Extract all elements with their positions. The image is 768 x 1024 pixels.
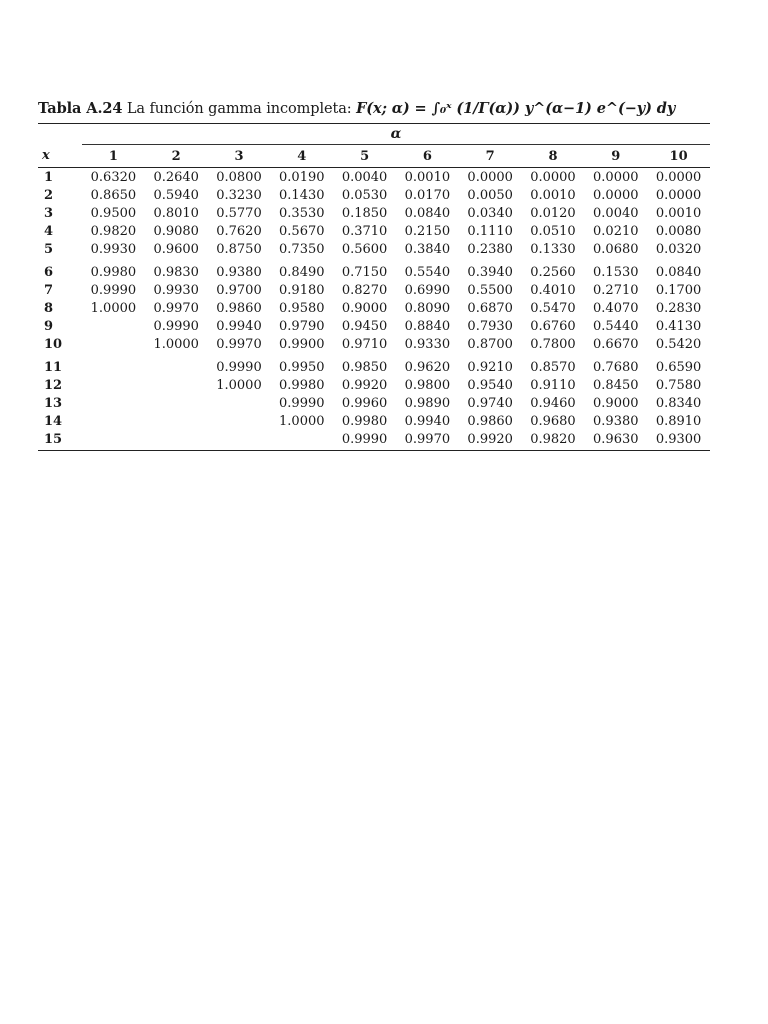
table-row (38, 317, 710, 335)
table-cell: 0.5500 (467, 282, 513, 298)
alpha-column-header: 2 (145, 145, 208, 168)
table-row (38, 281, 710, 299)
table-cell: 0.3530 (279, 205, 325, 221)
x-value-cell: 12 (44, 377, 63, 393)
table-cell: 0.9680 (530, 413, 576, 429)
table-cell: 0.2830 (655, 300, 702, 316)
table-cell: 0.0000 (467, 169, 513, 185)
table-cell: 0.5940 (153, 187, 199, 203)
gamma-table-block (38, 98, 710, 451)
table-cell: 0.5770 (216, 205, 262, 221)
table-cell: 0.9930 (153, 282, 199, 298)
table-cell: 0.3840 (404, 241, 451, 257)
table-cell: 0.9540 (467, 377, 513, 393)
table-cell: 0.0840 (655, 264, 702, 280)
table-cell: 0.8700 (467, 336, 513, 352)
table-cell: 0.0210 (593, 223, 639, 239)
table-cell: 0.9300 (647, 430, 710, 451)
table-cell: 0.8840 (404, 318, 451, 334)
table-row (38, 168, 710, 187)
table-cell: 1.0000 (153, 336, 199, 352)
x-value-cell: 7 (44, 282, 54, 298)
table-cell: 0.3940 (467, 264, 513, 280)
table-row (38, 412, 710, 430)
alpha-column-header: 9 (584, 145, 647, 168)
table-cell: 0.0340 (467, 205, 513, 221)
table-cell: 0.8090 (404, 300, 451, 316)
table-cell: 0.9630 (584, 430, 647, 451)
table-cell: 0.9600 (153, 241, 199, 257)
table-cell: 0.9380 (216, 264, 262, 280)
alpha-column-header: 7 (459, 145, 522, 168)
table-cell: 0.9000 (341, 300, 388, 316)
table-cell: 0.6670 (593, 336, 639, 352)
table-cell: 0.9700 (216, 282, 262, 298)
table-cell (82, 353, 145, 376)
table-cell: 0.0050 (467, 187, 513, 203)
table-caption (38, 98, 710, 120)
table-cell (82, 394, 145, 412)
table-cell: 0.9990 (333, 430, 396, 451)
table-cell: 0.4010 (530, 282, 576, 298)
alpha-header: α (82, 124, 710, 145)
table-body (38, 168, 710, 451)
table-cell: 0.0800 (216, 169, 262, 185)
table-cell: 0.2560 (530, 264, 576, 280)
table-cell: 0.7930 (467, 318, 513, 334)
table-cell (208, 394, 271, 412)
x-value-cell: 1 (44, 169, 54, 185)
x-column-header: x (38, 145, 82, 168)
table-row (38, 204, 710, 222)
table-cell: 0.0190 (279, 169, 325, 185)
column-header-row (38, 145, 710, 168)
table-cell: 0.0080 (655, 223, 702, 239)
table-cell: 1.0000 (90, 300, 137, 316)
x-value-cell: 13 (44, 395, 63, 411)
table-cell: 0.0040 (341, 169, 388, 185)
table-cell: 0.9960 (341, 395, 388, 411)
table-cell: 0.0010 (530, 187, 576, 203)
table-cell: 0.8490 (279, 264, 325, 280)
table-cell (82, 376, 145, 394)
table-cell: 0.9990 (216, 359, 262, 375)
table-cell: 0.2150 (404, 223, 451, 239)
table-cell: 0.5670 (279, 223, 325, 239)
table-cell: 0.9970 (396, 430, 459, 451)
table-cell: 1.0000 (216, 377, 262, 393)
table-cell: 0.9210 (467, 359, 513, 375)
table-cell: 0.1700 (655, 282, 702, 298)
table-cell: 0.9970 (153, 300, 199, 316)
x-value-cell: 6 (44, 264, 54, 280)
table-cell: 0.9080 (153, 223, 199, 239)
table-cell: 0.7620 (216, 223, 262, 239)
table-cell: 0.9820 (90, 223, 137, 239)
alpha-header-row (38, 124, 710, 145)
table-cell: 0.9990 (90, 282, 137, 298)
table-cell: 0.5600 (341, 241, 388, 257)
table-cell (145, 394, 208, 412)
alpha-column-header: 10 (647, 145, 710, 168)
table-cell: 0.9990 (279, 395, 325, 411)
table-cell: 0.9850 (341, 359, 388, 375)
table-cell: 0.9450 (341, 318, 388, 334)
table-cell: 0.9500 (90, 205, 137, 221)
table-cell: 0.9920 (459, 430, 522, 451)
table-cell (208, 412, 271, 430)
table-row (38, 240, 710, 258)
table-cell: 0.9900 (279, 336, 325, 352)
table-cell: 0.8450 (593, 377, 639, 393)
table-cell: 0.8270 (341, 282, 388, 298)
table-cell: 0.6320 (90, 169, 137, 185)
table-row (38, 353, 710, 376)
table-cell (145, 412, 208, 430)
table-cell: 0.0680 (593, 241, 639, 257)
table-cell: 0.8010 (153, 205, 199, 221)
table-row (38, 186, 710, 204)
table-row (38, 394, 710, 412)
table-cell: 0.8750 (216, 241, 262, 257)
table-cell: 0.3230 (216, 187, 262, 203)
table-cell: 0.1330 (530, 241, 576, 257)
table-cell: 0.3710 (341, 223, 388, 239)
table-cell: 0.9890 (404, 395, 451, 411)
table-cell: 0.8650 (90, 187, 137, 203)
table-cell: 0.0040 (593, 205, 639, 221)
x-value-cell: 10 (44, 336, 63, 352)
x-value-cell: 11 (44, 359, 63, 375)
table-cell: 0.9820 (522, 430, 585, 451)
x-value-cell: 4 (44, 223, 54, 239)
table-cell: 0.0510 (530, 223, 576, 239)
table-cell: 1.0000 (279, 413, 325, 429)
table-cell: 0.9980 (90, 264, 137, 280)
caption-formula: F(x; α) = ∫₀ˣ (1/Γ(α)) y^(α−1) e^(−y) dy (356, 100, 676, 117)
table-cell (82, 430, 145, 451)
gamma-table (38, 123, 710, 451)
table-cell: 0.1430 (279, 187, 325, 203)
table-cell: 0.9940 (216, 318, 262, 334)
x-value-cell: 15 (38, 430, 82, 451)
table-cell: 0.7580 (655, 377, 702, 393)
x-value-cell: 5 (44, 241, 54, 257)
table-cell (82, 317, 145, 335)
table-row (38, 430, 710, 451)
table-cell (145, 353, 208, 376)
x-value-cell: 3 (44, 205, 54, 221)
table-cell: 0.0000 (655, 187, 702, 203)
table-cell: 0.9710 (341, 336, 388, 352)
table-cell: 0.9800 (404, 377, 451, 393)
caption-text: La función gamma incompleta: (126, 101, 352, 117)
table-cell: 0.4070 (593, 300, 639, 316)
alpha-column-header: 6 (396, 145, 459, 168)
table-cell: 0.2710 (593, 282, 639, 298)
table-cell: 0.9980 (279, 377, 325, 393)
table-cell: 0.5440 (593, 318, 639, 334)
x-value-cell: 2 (44, 187, 54, 203)
table-cell: 0.2380 (467, 241, 513, 257)
table-cell: 0.9980 (341, 413, 388, 429)
table-row (38, 299, 710, 317)
table-cell: 0.9790 (279, 318, 325, 334)
x-value-cell: 9 (44, 318, 54, 334)
table-cell: 0.9380 (593, 413, 639, 429)
table-cell: 0.0000 (530, 169, 576, 185)
x-value-cell: 8 (44, 300, 54, 316)
table-cell: 0.5470 (530, 300, 576, 316)
table-cell: 0.1110 (467, 223, 513, 239)
table-cell: 0.5540 (404, 264, 451, 280)
table-cell: 0.0000 (593, 187, 639, 203)
table-cell (82, 412, 145, 430)
table-row (38, 222, 710, 240)
caption-label: Tabla A.24 (38, 100, 123, 117)
table-cell: 0.1530 (593, 264, 639, 280)
table-cell: 0.0530 (341, 187, 388, 203)
table-cell: 0.4130 (655, 318, 702, 334)
table-cell: 0.9970 (216, 336, 262, 352)
table-cell: 0.6990 (404, 282, 451, 298)
table-cell: 0.9620 (404, 359, 451, 375)
alpha-column-header: 3 (208, 145, 271, 168)
table-cell: 0.6760 (530, 318, 576, 334)
table-cell: 0.0010 (655, 205, 702, 221)
table-cell: 0.9830 (153, 264, 199, 280)
table-cell (145, 430, 208, 451)
table-cell: 0.9330 (404, 336, 451, 352)
table-cell: 0.5420 (655, 336, 702, 352)
table-cell: 0.9990 (153, 318, 199, 334)
table-cell: 0.9460 (530, 395, 576, 411)
table-cell: 0.0000 (655, 169, 702, 185)
table-cell: 0.9580 (279, 300, 325, 316)
table-cell (208, 430, 271, 451)
table-cell: 0.9940 (404, 413, 451, 429)
table-cell: 0.0840 (404, 205, 451, 221)
table-cell: 0.9920 (341, 377, 388, 393)
table-cell: 0.9860 (216, 300, 262, 316)
table-cell: 0.7150 (341, 264, 388, 280)
table-cell: 0.0320 (655, 241, 702, 257)
table-cell: 0.7800 (530, 336, 576, 352)
table-cell: 0.7680 (593, 359, 639, 375)
alpha-column-header: 4 (270, 145, 333, 168)
table-cell: 0.9180 (279, 282, 325, 298)
alpha-column-header: 5 (333, 145, 396, 168)
alpha-column-header: 8 (522, 145, 585, 168)
table-cell: 0.2640 (153, 169, 199, 185)
table-cell: 0.9930 (90, 241, 137, 257)
table-cell (82, 335, 145, 353)
table-cell: 0.7350 (279, 241, 325, 257)
table-cell: 0.0000 (593, 169, 639, 185)
table-cell: 0.9000 (593, 395, 639, 411)
table-row (38, 376, 710, 394)
table-cell: 0.8340 (655, 395, 702, 411)
table-cell: 0.0120 (530, 205, 576, 221)
table-row (38, 258, 710, 281)
table-cell: 0.0010 (404, 169, 451, 185)
table-cell: 0.6870 (467, 300, 513, 316)
table-cell: 0.6590 (655, 359, 702, 375)
table-cell: 0.9860 (467, 413, 513, 429)
table-row (38, 335, 710, 353)
table-cell: 0.0170 (404, 187, 451, 203)
table-cell: 0.8570 (530, 359, 576, 375)
table-cell: 0.9740 (467, 395, 513, 411)
table-cell: 0.1850 (341, 205, 388, 221)
alpha-column-header: 1 (82, 145, 145, 168)
table-cell: 0.9950 (279, 359, 325, 375)
table-cell: 0.9110 (530, 377, 576, 393)
alpha-header-spacer (38, 124, 82, 145)
table-cell (270, 430, 333, 451)
table-cell (145, 376, 208, 394)
x-value-cell: 14 (44, 413, 63, 429)
table-cell: 0.8910 (655, 413, 702, 429)
